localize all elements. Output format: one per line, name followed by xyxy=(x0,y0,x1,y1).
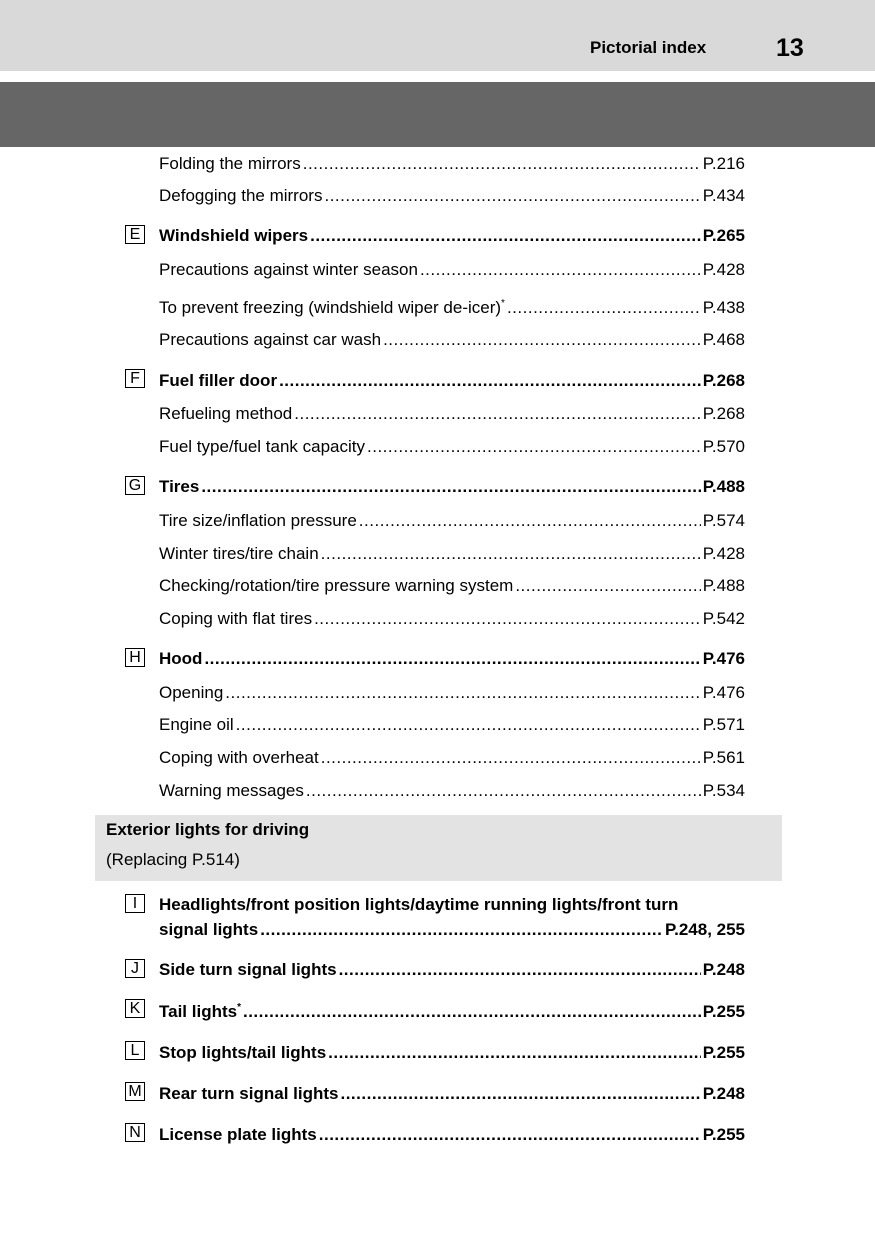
leader-dots xyxy=(319,1125,701,1145)
index-entry[interactable] xyxy=(159,715,745,735)
key-label: E xyxy=(125,225,145,244)
leader-dots xyxy=(340,1084,700,1104)
leader-dots xyxy=(294,404,701,424)
leader-dots xyxy=(204,649,700,669)
entry-page: P.255 xyxy=(702,1043,745,1062)
entry-title: Fuel filler door xyxy=(159,371,278,390)
entry-title: Windshield wipers xyxy=(159,226,309,245)
entry-title: Rear turn signal lights xyxy=(159,1084,339,1103)
entry-page: P.255 xyxy=(702,1125,745,1144)
index-entry[interactable] xyxy=(159,609,745,629)
key-label: I xyxy=(125,894,145,913)
index-entry[interactable] xyxy=(159,437,745,457)
key-label: L xyxy=(125,1041,145,1060)
entry-page: P.488 xyxy=(702,576,745,595)
entry-title: Coping with flat tires xyxy=(159,609,313,628)
index-entry[interactable] xyxy=(159,371,745,391)
index-entry[interactable] xyxy=(159,649,745,669)
leader-dots xyxy=(243,1002,701,1022)
entry-page: P.574 xyxy=(702,511,745,530)
entry-page: P.268 xyxy=(702,404,745,423)
entry-page: P.534 xyxy=(702,781,745,800)
index-entry[interactable] xyxy=(159,330,745,350)
section-name: Pictorial index xyxy=(590,38,707,57)
leader-dots xyxy=(279,371,701,391)
key-label: G xyxy=(125,476,145,495)
entry-title: License plate lights xyxy=(159,1125,317,1144)
key-label: M xyxy=(125,1082,145,1101)
section-title: Exterior lights for driving xyxy=(106,820,310,839)
index-entry[interactable] xyxy=(159,544,745,564)
index-entry[interactable] xyxy=(159,1043,745,1063)
leader-dots xyxy=(260,920,663,940)
entry-title: Warning messages xyxy=(159,781,304,800)
entry-page: P.255 xyxy=(702,1002,745,1021)
index-entry[interactable] xyxy=(159,260,745,280)
index-entry[interactable] xyxy=(159,404,745,424)
entry-title: To prevent freezing (windshield wiper de-icer)* xyxy=(159,298,505,317)
index-entry[interactable] xyxy=(159,154,745,174)
entry-title: Winter tires/tire chain xyxy=(159,544,319,563)
entry-title: Precautions against car wash xyxy=(159,330,382,349)
entry-page: P.428 xyxy=(702,544,745,563)
entry-page: P.438 xyxy=(702,298,745,317)
key-label: F xyxy=(125,369,145,388)
entry-page: P.570 xyxy=(702,437,745,456)
entry-title: Engine oil xyxy=(159,715,234,734)
index-entry[interactable] xyxy=(159,683,745,703)
entry-title: Defogging the mirrors xyxy=(159,186,323,205)
title-band xyxy=(0,82,875,147)
entry-title: Precautions against winter season xyxy=(159,260,418,279)
entry-page: P.216 xyxy=(702,154,745,173)
section-subtitle: (Replacing P.514) xyxy=(106,850,240,869)
index-entry[interactable] xyxy=(159,1125,745,1145)
key-label: H xyxy=(125,648,145,667)
key-label: K xyxy=(125,999,145,1018)
entry-page: P.428 xyxy=(702,260,745,279)
leader-dots xyxy=(236,715,701,735)
entry-title-line1: Headlights/front position lights/daytime running lights/front turn xyxy=(159,895,679,914)
entry-page: P.571 xyxy=(702,715,745,734)
entry-page: P.265 xyxy=(702,226,745,245)
entry-title: Folding the mirrors xyxy=(159,154,301,173)
leader-dots xyxy=(339,960,701,980)
entry-page: P.561 xyxy=(702,748,745,767)
entry-title: Fuel type/fuel tank capacity xyxy=(159,437,366,456)
entry-title: Stop lights/tail lights xyxy=(159,1043,327,1062)
leader-dots xyxy=(383,330,701,350)
leader-dots xyxy=(328,1043,701,1063)
index-entry[interactable] xyxy=(159,781,745,801)
index-entry[interactable] xyxy=(159,298,745,318)
index-entry[interactable] xyxy=(159,186,745,206)
index-entry[interactable] xyxy=(159,748,745,768)
index-entry[interactable] xyxy=(159,1084,745,1104)
index-entry[interactable] xyxy=(159,511,745,531)
footnote-mark: * xyxy=(237,1002,241,1013)
leader-dots xyxy=(321,544,701,564)
entry-page: P.248, 255 xyxy=(664,920,745,939)
leader-dots xyxy=(367,437,701,457)
leader-dots xyxy=(515,576,700,596)
index-entry[interactable] xyxy=(159,1002,745,1022)
leader-dots xyxy=(321,748,701,768)
header-band xyxy=(0,0,875,71)
index-entry[interactable] xyxy=(159,226,745,246)
page-number: 13 xyxy=(776,34,804,62)
entry-page: P.542 xyxy=(702,609,745,628)
entry-title: Side turn signal lights xyxy=(159,960,337,979)
entry-page: P.468 xyxy=(702,330,745,349)
leader-dots xyxy=(225,683,700,703)
index-entry[interactable] xyxy=(159,960,745,980)
leader-dots xyxy=(303,154,701,174)
entry-page: P.488 xyxy=(702,477,745,496)
entry-title: Tail lights* xyxy=(159,1002,241,1021)
leader-dots xyxy=(324,186,700,206)
leader-dots xyxy=(310,226,701,246)
leader-dots xyxy=(359,511,701,531)
index-entry[interactable] xyxy=(159,576,745,596)
index-entry[interactable] xyxy=(159,920,745,940)
entry-title: Hood xyxy=(159,649,203,668)
leader-dots xyxy=(420,260,701,280)
footnote-mark: * xyxy=(501,298,505,309)
entry-page: P.434 xyxy=(702,186,745,205)
entry-page: P.476 xyxy=(702,683,745,702)
entry-page: P.248 xyxy=(702,960,745,979)
leader-dots xyxy=(201,477,700,497)
entry-title: Tire size/inflation pressure xyxy=(159,511,357,530)
leader-dots xyxy=(507,298,701,318)
entry-title: signal lights xyxy=(159,920,259,939)
key-label: J xyxy=(125,959,145,978)
entry-title: Opening xyxy=(159,683,224,702)
entry-title: Tires xyxy=(159,477,200,496)
key-label: N xyxy=(125,1123,145,1142)
entry-page: P.248 xyxy=(702,1084,745,1103)
index-entry[interactable] xyxy=(159,477,745,497)
leader-dots xyxy=(306,781,701,801)
entry-page: P.476 xyxy=(702,649,745,668)
leader-dots xyxy=(314,609,701,629)
entry-title: Refueling method xyxy=(159,404,293,423)
entry-title: Coping with overheat xyxy=(159,748,319,767)
entry-title: Checking/rotation/tire pressure warning system xyxy=(159,576,514,595)
entry-page: P.268 xyxy=(702,371,745,390)
